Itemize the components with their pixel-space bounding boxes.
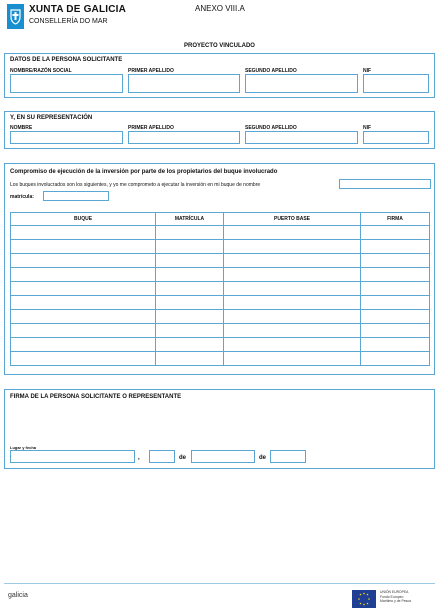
xunta-logo-icon [7, 4, 24, 29]
cell-matricula[interactable] [156, 268, 224, 282]
cell-matricula[interactable] [156, 324, 224, 338]
applicant-second-surname-label: SEGUNDO APELLIDO [245, 68, 297, 74]
cell-matricula[interactable] [156, 352, 224, 366]
table-row [11, 226, 430, 240]
representative-name-label: NOMBRE [10, 125, 33, 131]
cell-matricula[interactable] [156, 254, 224, 268]
cell-buque[interactable] [11, 310, 156, 324]
footer-divider [4, 583, 435, 584]
applicant-name-label: NOMBRE/RAZÓN SOCIAL [10, 68, 72, 74]
cell-puerto-base[interactable] [224, 310, 361, 324]
cell-puerto-base[interactable] [224, 324, 361, 338]
cell-buque[interactable] [11, 268, 156, 282]
applicant-name-field[interactable] [10, 74, 123, 93]
cell-firma[interactable] [361, 310, 430, 324]
place-date-label: Lugar y fecha [10, 445, 37, 450]
vessels-table-header [11, 213, 430, 226]
cell-buque[interactable] [11, 240, 156, 254]
representative-second-surname-field[interactable] [245, 131, 358, 144]
cell-puerto-base[interactable] [224, 254, 361, 268]
cell-firma[interactable] [361, 324, 430, 338]
cell-firma[interactable] [361, 296, 430, 310]
cell-firma[interactable] [361, 240, 430, 254]
table-row [11, 338, 430, 352]
column-header-puerto-base: PUERTO BASE [224, 213, 361, 226]
table-row [11, 268, 430, 282]
de-separator-1: de [179, 455, 187, 461]
commitment-section-title: Compromiso de ejecución de la inversión por parte de los propietarios del buque involucrado [10, 169, 278, 175]
cell-puerto-base[interactable] [224, 268, 361, 282]
cell-buque[interactable] [11, 352, 156, 366]
cell-buque[interactable] [11, 296, 156, 310]
vessel-name-field[interactable] [339, 179, 431, 189]
representative-first-surname-label: PRIMER APELLIDO [128, 125, 174, 131]
vessels-table [10, 212, 430, 366]
table-row [11, 254, 430, 268]
annex-label: ANEXO VIII.A [195, 4, 245, 13]
year-field[interactable] [270, 450, 306, 463]
cell-matricula[interactable] [156, 226, 224, 240]
cell-buque[interactable] [11, 338, 156, 352]
applicant-first-surname-field[interactable] [128, 74, 240, 93]
cell-puerto-base[interactable] [224, 296, 361, 310]
cell-buque[interactable] [11, 282, 156, 296]
table-row [11, 310, 430, 324]
applicant-nif-field[interactable] [363, 74, 429, 93]
de-separator-2: de [259, 455, 267, 461]
commitment-text: Los buques involucrados son los siguientes, y yo me comprometo a ejecutar la inversión en mi buque de nombre [10, 182, 261, 188]
organization-name: XUNTA DE GALICIA [29, 4, 127, 15]
applicant-section-title: DATOS DE LA PERSONA SOLICITANTE [10, 57, 123, 63]
applicant-nif-label: NIF [363, 68, 372, 74]
department-name: CONSELLERÍA DO MAR [29, 18, 108, 25]
day-field[interactable] [149, 450, 175, 463]
cell-puerto-base[interactable] [224, 352, 361, 366]
cell-matricula[interactable] [156, 296, 224, 310]
table-row [11, 352, 430, 366]
cell-firma[interactable] [361, 268, 430, 282]
comma-separator: , [138, 455, 140, 461]
cell-firma[interactable] [361, 338, 430, 352]
month-field[interactable] [191, 450, 255, 463]
representative-nif-field[interactable] [363, 131, 429, 144]
cell-matricula[interactable] [156, 338, 224, 352]
place-field[interactable] [10, 450, 135, 463]
cell-puerto-base[interactable] [224, 240, 361, 254]
applicant-second-surname-field[interactable] [245, 74, 358, 93]
column-header-firma: FIRMA [361, 213, 430, 226]
cell-puerto-base[interactable] [224, 226, 361, 240]
table-row [11, 240, 430, 254]
representative-first-surname-field[interactable] [128, 131, 240, 144]
galicia-footer-logo: galicia [8, 592, 28, 599]
eu-text-line-1: UNIÓN EUROPEA [380, 590, 409, 594]
cell-puerto-base[interactable] [224, 282, 361, 296]
representative-second-surname-label: SEGUNDO APELLIDO [245, 125, 297, 131]
table-row [11, 296, 430, 310]
column-header-buque: BUQUE [11, 213, 156, 226]
representative-section-title: Y, EN SU REPRESENTACIÓN [10, 115, 93, 121]
table-row [11, 282, 430, 296]
matricula-label: matrícula: [10, 194, 34, 200]
eu-text-line-3: Marítimo y de Pesca [380, 599, 411, 604]
eu-text-line-2: Fondo Europeo [380, 594, 404, 599]
cell-firma[interactable] [361, 282, 430, 296]
cell-puerto-base[interactable] [224, 338, 361, 352]
cell-buque[interactable] [11, 254, 156, 268]
matricula-field[interactable] [43, 191, 109, 201]
cell-firma[interactable] [361, 226, 430, 240]
cell-buque[interactable] [11, 324, 156, 338]
column-header-matricula: MATRÍCULA [156, 213, 224, 226]
cell-buque[interactable] [11, 226, 156, 240]
cell-matricula[interactable] [156, 310, 224, 324]
cell-matricula[interactable] [156, 240, 224, 254]
signature-section-title: FIRMA DE LA PERSONA SOLICITANTE O REPRESENTANTE [10, 394, 182, 400]
eu-flag-icon [352, 590, 376, 608]
applicant-first-surname-label: PRIMER APELLIDO [128, 68, 174, 74]
representative-nif-label: NIF [363, 125, 372, 131]
representative-name-field[interactable] [10, 131, 123, 144]
eu-fund-text [380, 590, 411, 604]
cell-matricula[interactable] [156, 282, 224, 296]
table-row [11, 324, 430, 338]
cell-firma[interactable] [361, 254, 430, 268]
document-title: PROYECTO VINCULADO [184, 43, 255, 49]
cell-firma[interactable] [361, 352, 430, 366]
